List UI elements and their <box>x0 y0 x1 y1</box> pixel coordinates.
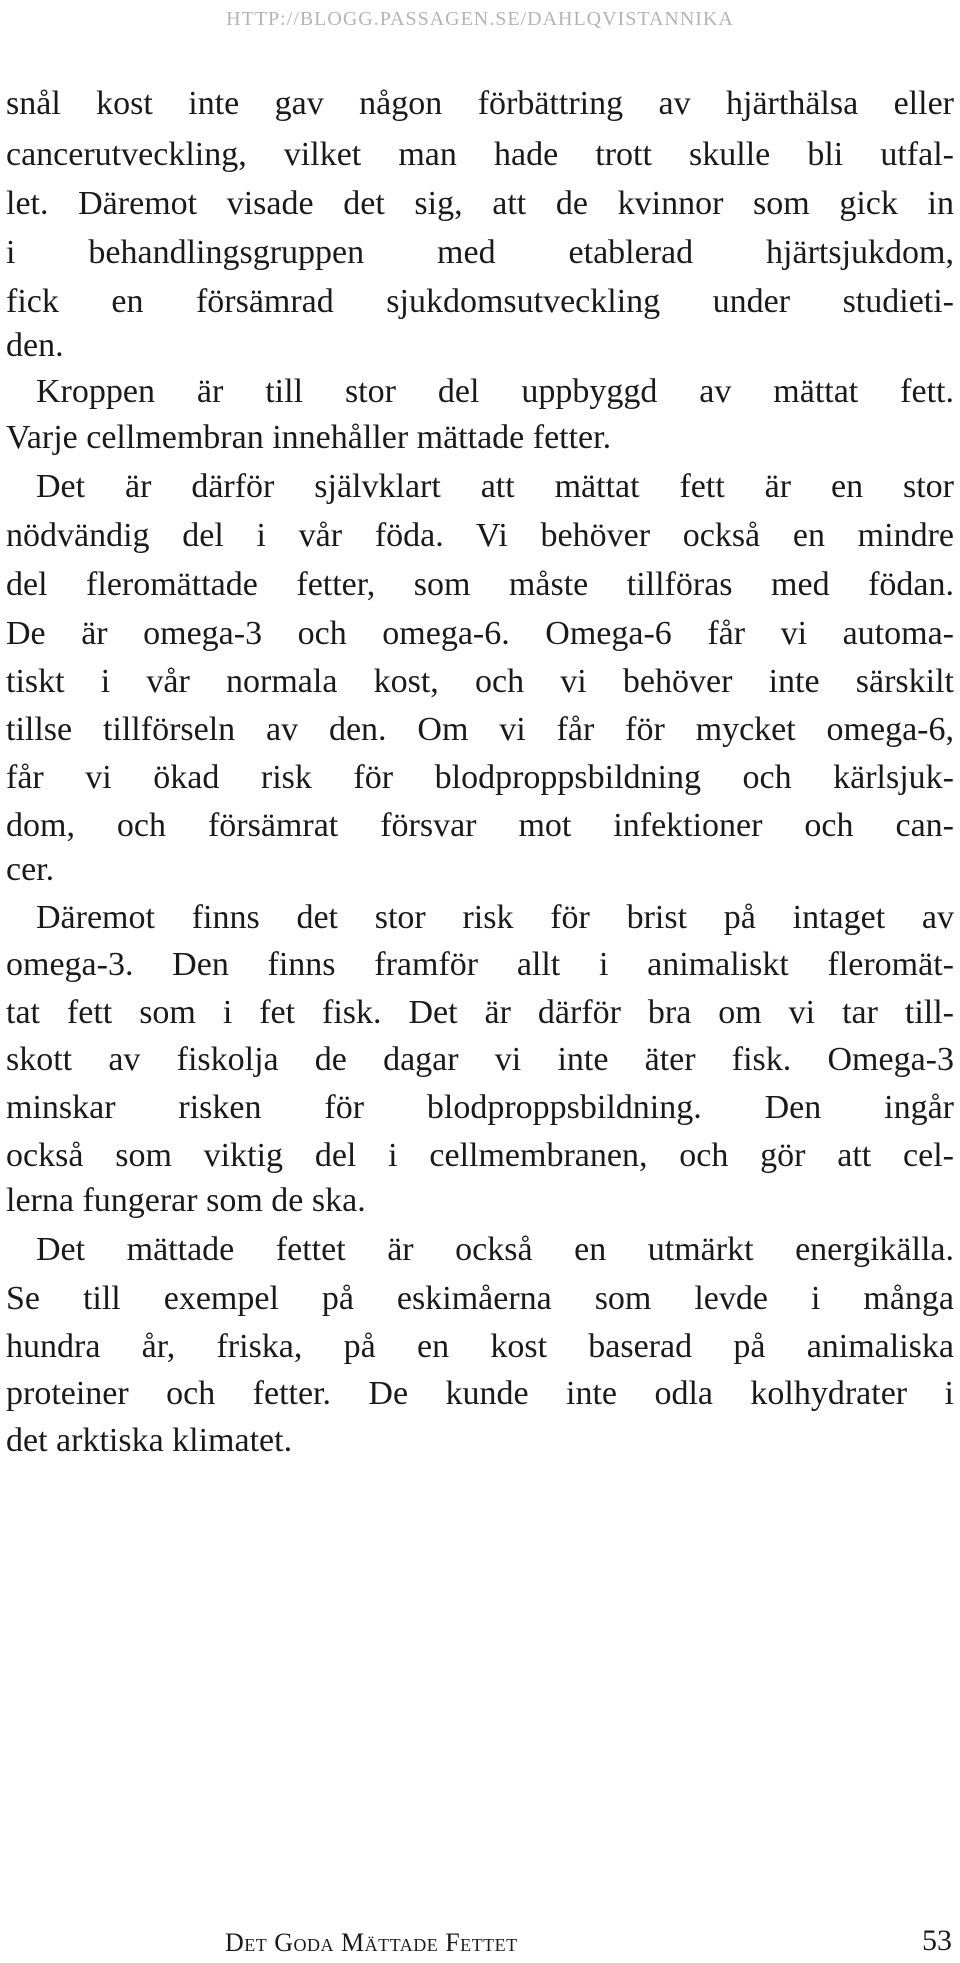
body-line: tillse tillförseln av den. Om vi får för mycket omega-6, <box>6 711 954 748</box>
header-url: HTTP://BLOGG.PASSAGEN.SE/DAHLQVISTANNIKA <box>226 8 734 30</box>
body-line: skott av fiskolja de dagar vi inte äter fisk. Omega-3 <box>6 1041 954 1078</box>
body-line: cer. <box>6 851 55 888</box>
body-line: Kroppen är till stor del uppbyggd av mättat fett. <box>36 373 954 410</box>
page-number: 53 <box>922 1924 952 1957</box>
body-line: tat fett som i fet fisk. Det är därför bra om vi tar till- <box>6 994 954 1031</box>
body-line: minskar risken för blodproppsbildning. Den ingår <box>6 1089 954 1126</box>
body-line: let. Däremot visade det sig, att de kvinnor som gick in <box>6 185 954 222</box>
body-line: De är omega-3 och omega-6. Omega-6 får vi automa- <box>6 615 954 652</box>
body-line: Varje cellmembran innehåller mättade fetter. <box>6 419 612 456</box>
body-line: det arktiska klimatet. <box>6 1422 293 1459</box>
body-line: omega-3. Den finns framför allt i animaliskt fleromät- <box>6 946 954 983</box>
body-line: snål kost inte gav någon förbättring av hjärthälsa eller <box>6 85 954 122</box>
body-line: i behandlingsgruppen med etablerad hjärtsjukdom, <box>6 234 954 271</box>
body-line: Det är därför självklart att mättat fett är en stor <box>36 468 954 505</box>
body-line: också som viktig del i cellmembranen, och gör att cel- <box>6 1137 954 1174</box>
body-line: Däremot finns det stor risk för brist på intaget av <box>36 899 954 936</box>
body-line: hundra år, friska, på en kost baserad på animaliska <box>6 1328 954 1365</box>
body-line: Det mättade fettet är också en utmärkt energikälla. <box>36 1231 954 1268</box>
body-line: fick en försämrad sjukdomsutveckling under studieti- <box>6 283 954 320</box>
running-footer-title: Det Goda Mättade Fettet <box>225 1928 518 1957</box>
body-line: tiskt i vår normala kost, och vi behöver inte särskilt <box>6 663 954 700</box>
body-line: den. <box>6 327 64 364</box>
body-line: får vi ökad risk för blodproppsbildning och kärlsjuk- <box>6 759 954 796</box>
body-line: lerna fungerar som de ska. <box>6 1182 366 1219</box>
body-line: nödvändig del i vår föda. Vi behöver också en mindre <box>6 517 954 554</box>
body-line: del fleromättade fetter, som måste tillföras med födan. <box>6 566 954 603</box>
body-line: dom, och försämrat försvar mot infektioner och can- <box>6 807 954 844</box>
body-line: proteiner och fetter. De kunde inte odla kolhydrater i <box>6 1375 954 1412</box>
body-line: cancerutveckling, vilket man hade trott skulle bli utfal- <box>6 136 954 173</box>
body-line: Se till exempel på eskimåerna som levde i många <box>6 1280 954 1317</box>
